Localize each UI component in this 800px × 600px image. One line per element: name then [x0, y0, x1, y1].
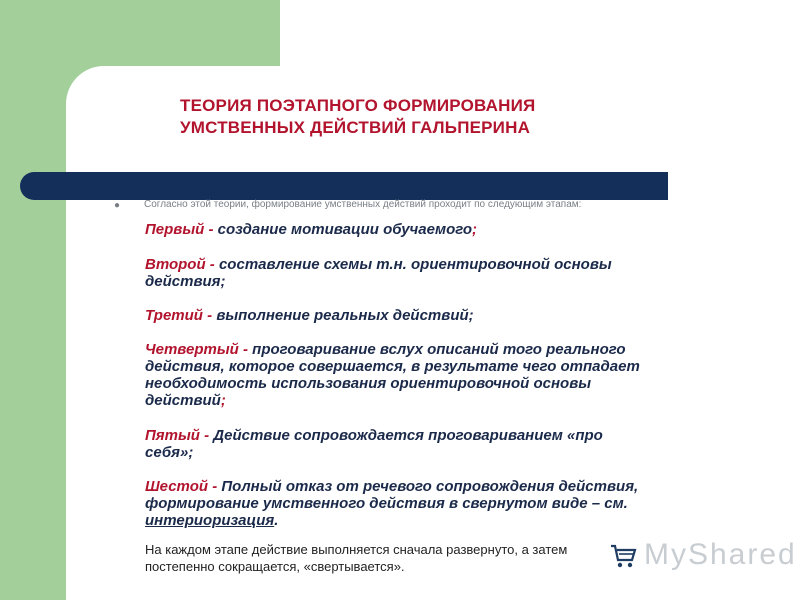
stage-text-cont: формирование умственного действия в свернутом виде – см.: [145, 495, 628, 512]
stage-name: Пятый: [145, 427, 200, 444]
title-divider-bar: [20, 172, 668, 200]
bullet-icon: ●: [114, 200, 121, 211]
stage-dash: -: [209, 256, 215, 273]
stage-end: ;: [472, 221, 478, 238]
stage-text-cont: действия, которое совершается, в результате чего отпадает: [145, 358, 640, 375]
stage-name: Шестой: [145, 478, 209, 495]
interiorization-link[interactable]: интериоризация: [145, 512, 275, 529]
cart-icon: [608, 540, 638, 570]
stage-end: .: [274, 512, 279, 529]
watermark: [608, 537, 797, 573]
conclusion-line-2: постепенно сокращается, «свертывается».: [145, 559, 405, 574]
title-line-1: ТЕОРИЯ ПОЭТАПНОГО ФОРМИРОВАНИЯ: [180, 96, 536, 115]
stage-name: Первый: [145, 221, 205, 238]
intro-label: Согласно этой теории, формирование умственных действий проходит по следующим этапам:: [144, 199, 582, 210]
stage-name: Четвертый: [145, 341, 239, 358]
stage-dash: -: [242, 341, 248, 358]
stage-text: создание мотивации обучаемого: [217, 221, 473, 238]
stage-text-cont: действий: [145, 392, 221, 409]
stage-text-cont: действия;: [145, 273, 226, 290]
title-line-2: УМСТВЕННЫХ ДЕЙСТВИЙ ГАЛЬПЕРИНА: [180, 118, 531, 137]
stage-item-second: [145, 256, 745, 290]
stage-item-fifth: [145, 427, 745, 461]
stage-text-cont: необходимость использования ориентировочной основы: [145, 375, 592, 392]
stage-text: Действие сопровождается проговариванием «про: [213, 427, 603, 444]
stage-item-first: [145, 221, 745, 238]
watermark-text: MyShared: [644, 538, 797, 571]
stage-text: выполнение реальных действий;: [216, 307, 474, 324]
stage-item-sixth: [145, 478, 745, 529]
stage-item-fourth: [145, 341, 745, 409]
stage-name: Второй: [145, 256, 206, 273]
stage-text: Полный отказ от речевого сопровождения действия,: [221, 478, 639, 495]
stage-dash: -: [212, 478, 218, 495]
stage-dash: -: [208, 221, 214, 238]
stage-end: ;: [220, 392, 226, 409]
stage-dash: -: [204, 427, 210, 444]
slide-title: [180, 95, 640, 139]
stage-text: составление схемы т.н. ориентировочной основы: [218, 256, 612, 273]
stage-text: проговаривание вслух описаний того реального: [252, 341, 626, 358]
stage-text-cont: себя»;: [145, 444, 194, 461]
stage-dash: -: [207, 307, 213, 324]
stage-item-third: [145, 307, 745, 324]
conclusion-line-1: На каждом этапе действие выполняется сначала развернуто, а затем: [145, 542, 568, 557]
stage-name: Третий: [145, 307, 203, 324]
